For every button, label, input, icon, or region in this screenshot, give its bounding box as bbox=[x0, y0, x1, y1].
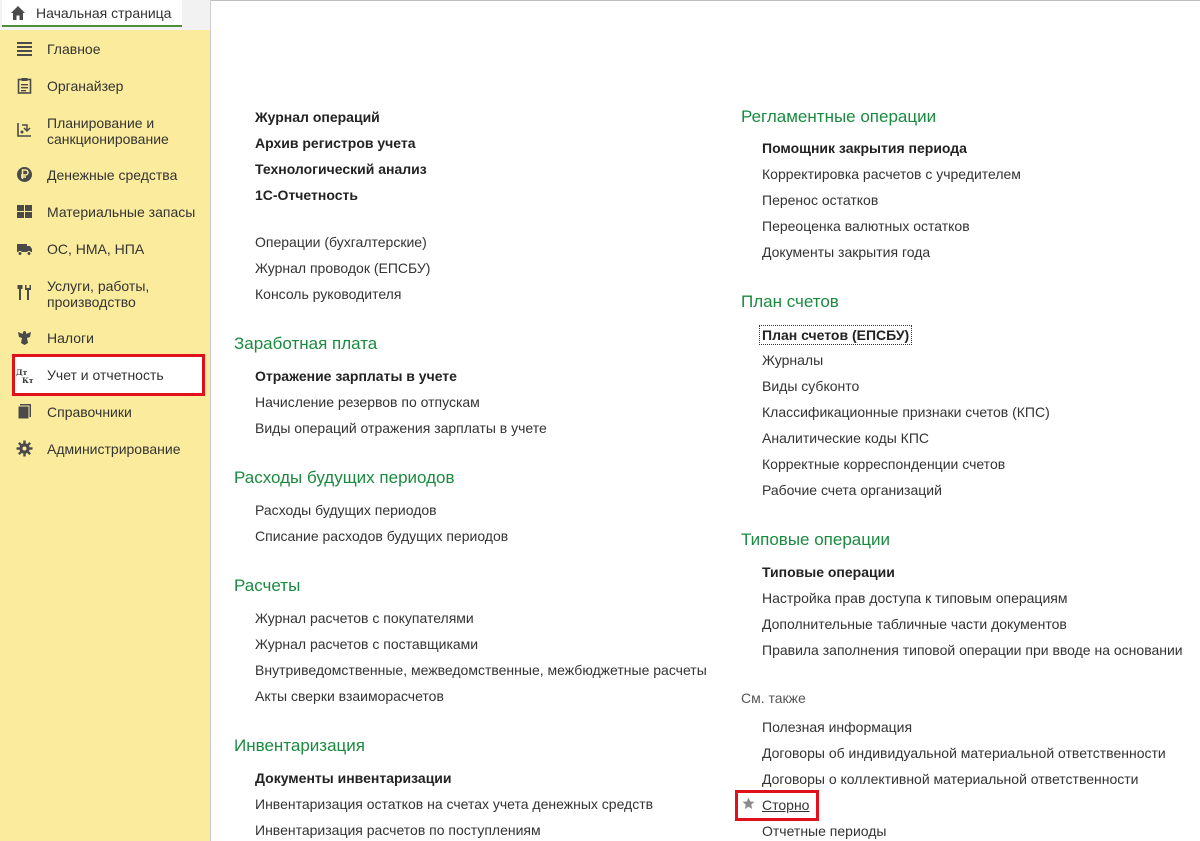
top-divider bbox=[211, 0, 1200, 1]
link-typical-operations[interactable]: Типовые операции bbox=[762, 564, 895, 580]
star-icon[interactable] bbox=[742, 797, 755, 810]
sidebar-item-organizer[interactable] bbox=[0, 73, 211, 99]
link-collective-liability[interactable]: Договоры о коллективной материальной ответственности bbox=[762, 771, 1139, 787]
link-storno[interactable]: Сторно bbox=[762, 797, 810, 813]
group-title-typical-operations: Типовые операции bbox=[741, 530, 890, 549]
link-entries-journal[interactable]: Журнал проводок (ЕПСБУ) bbox=[255, 260, 431, 276]
sidebar bbox=[0, 30, 211, 841]
svg-text:Кт: Кт bbox=[22, 376, 33, 384]
menu-lines-icon bbox=[16, 40, 33, 57]
home-icon bbox=[10, 5, 26, 21]
tools-icon bbox=[16, 284, 33, 301]
link-balance-transfer[interactable]: Перенос остатков bbox=[762, 192, 879, 208]
sidebar-item-accounting[interactable] bbox=[12, 354, 205, 396]
sidebar-item-label: Учет и отчетность bbox=[47, 367, 164, 383]
sidebar-item-label: Налоги bbox=[47, 330, 94, 346]
link-manager-console[interactable]: Консоль руководителя bbox=[255, 286, 402, 302]
link-correspondences[interactable]: Корректные корреспонденции счетов bbox=[762, 456, 1006, 472]
link-kps-codes[interactable]: Аналитические коды КПС bbox=[762, 430, 929, 446]
link-deferred-writeoff[interactable]: Списание расходов будущих периодов bbox=[255, 528, 509, 544]
sidebar-item-planning[interactable] bbox=[0, 110, 211, 152]
link-accounting-operations[interactable]: Операции (бухгалтерские) bbox=[255, 234, 427, 250]
sidebar-item-catalogs[interactable] bbox=[0, 399, 211, 425]
sidebar-item-assets[interactable] bbox=[0, 236, 211, 262]
link-reporting-periods[interactable]: Отчетные периоды bbox=[762, 823, 887, 839]
sidebar-item-label: Справочники bbox=[47, 404, 132, 420]
link-cash-inventory[interactable]: Инвентаризация остатков на счетах учета денежных средств bbox=[255, 796, 654, 812]
planning-icon bbox=[16, 121, 33, 138]
truck-icon bbox=[16, 240, 33, 257]
home-tab[interactable] bbox=[2, 0, 182, 27]
link-salary-reflection[interactable]: Отражение зарплаты в учете bbox=[255, 368, 457, 384]
home-tab-bar bbox=[0, 0, 211, 30]
link-receipts-inventory[interactable]: Инвентаризация расчетов по поступлениям bbox=[255, 822, 541, 838]
link-org-accounts[interactable]: Рабочие счета организаций bbox=[762, 482, 942, 498]
link-subconto-types[interactable]: Виды субконто bbox=[762, 378, 860, 394]
sidebar-item-label: Услуги, работы, производство bbox=[47, 278, 150, 310]
sidebar-item-services[interactable] bbox=[0, 273, 211, 315]
sidebar-item-label: ОС, НМА, НПА bbox=[47, 241, 145, 257]
group-title-chart-of-accounts: План счетов bbox=[741, 292, 839, 311]
group-title-deferred-expenses: Расходы будущих периодов bbox=[234, 468, 455, 487]
link-inventory-documents[interactable]: Документы инвентаризации bbox=[255, 770, 452, 786]
link-reconciliation-acts[interactable]: Акты сверки взаиморасчетов bbox=[255, 688, 444, 704]
sidebar-item-taxes[interactable] bbox=[0, 325, 211, 351]
link-chart-of-accounts[interactable]: План счетов (ЕПСБУ) bbox=[759, 325, 912, 345]
link-registers-archive[interactable]: Архив регистров учета bbox=[255, 135, 416, 151]
group-title-inventory-check: Инвентаризация bbox=[234, 736, 365, 755]
home-tab-label: Начальная страница bbox=[36, 4, 172, 21]
ruble-coin-icon bbox=[16, 166, 33, 183]
group-title-regulatory: Регламентные операции bbox=[741, 107, 937, 126]
link-extra-tables[interactable]: Дополнительные табличные части документов bbox=[762, 616, 1067, 632]
sidebar-item-admin[interactable] bbox=[0, 436, 211, 462]
gear-icon bbox=[16, 440, 33, 457]
sidebar-item-label: Денежные средства bbox=[47, 167, 178, 183]
link-kps[interactable]: Классификационные признаки счетов (КПС) bbox=[762, 404, 1050, 420]
group-title-salary: Заработная плата bbox=[234, 334, 378, 353]
link-fill-rules[interactable]: Правила заполнения типовой операции при вводе на основании bbox=[762, 642, 1183, 658]
link-journals[interactable]: Журналы bbox=[762, 352, 824, 368]
link-vacation-reserves[interactable]: Начисление резервов по отпускам bbox=[255, 394, 480, 410]
see-also-title: См. также bbox=[741, 690, 806, 706]
link-individual-liability[interactable]: Договоры об индивидуальной материальной ответственности bbox=[762, 745, 1166, 761]
sidebar-item-label: Материальные запасы bbox=[47, 204, 196, 220]
sidebar-item-inventory[interactable] bbox=[0, 199, 211, 225]
books-icon bbox=[16, 403, 33, 420]
sidebar-item-label: Администрирование bbox=[47, 441, 181, 457]
link-deferred-expenses[interactable]: Расходы будущих периодов bbox=[255, 502, 437, 518]
link-tech-analysis[interactable]: Технологический анализ bbox=[255, 161, 427, 177]
group-title-settlements: Расчеты bbox=[234, 576, 301, 595]
link-useful-info[interactable]: Полезная информация bbox=[762, 719, 913, 735]
boxes-icon bbox=[16, 203, 33, 220]
link-period-close-assistant[interactable]: Помощник закрытия периода bbox=[762, 140, 967, 156]
svg-text:Дт: Дт bbox=[16, 368, 28, 377]
link-salary-operation-types[interactable]: Виды операций отражения зарплаты в учете bbox=[255, 420, 547, 436]
link-operations-journal[interactable]: Журнал операций bbox=[255, 109, 380, 125]
eagle-emblem-icon bbox=[16, 329, 33, 346]
sidebar-item-cash[interactable] bbox=[0, 162, 211, 188]
link-interdepartmental[interactable]: Внутриведомственные, межведомственные, межбюджетные расчеты bbox=[255, 662, 707, 678]
link-access-settings[interactable]: Настройка прав доступа к типовым операциям bbox=[762, 590, 1068, 606]
link-1c-reporting[interactable]: 1С-Отчетность bbox=[255, 187, 358, 203]
dt-kt-icon bbox=[16, 367, 33, 384]
link-year-close-docs[interactable]: Документы закрытия года bbox=[762, 244, 931, 260]
clipboard-icon bbox=[16, 77, 33, 94]
sidebar-item-label: Планирование и санкционирование bbox=[47, 115, 169, 147]
link-suppliers-journal[interactable]: Журнал расчетов с поставщиками bbox=[255, 636, 479, 652]
sidebar-item-main[interactable] bbox=[0, 36, 211, 62]
link-buyers-journal[interactable]: Журнал расчетов с покупателями bbox=[255, 610, 474, 626]
sidebar-item-label: Органайзер bbox=[47, 78, 124, 94]
sidebar-item-label: Главное bbox=[47, 41, 101, 57]
link-founder-adjustment[interactable]: Корректировка расчетов с учредителем bbox=[762, 166, 1021, 182]
link-currency-revaluation[interactable]: Переоценка валютных остатков bbox=[762, 218, 970, 234]
